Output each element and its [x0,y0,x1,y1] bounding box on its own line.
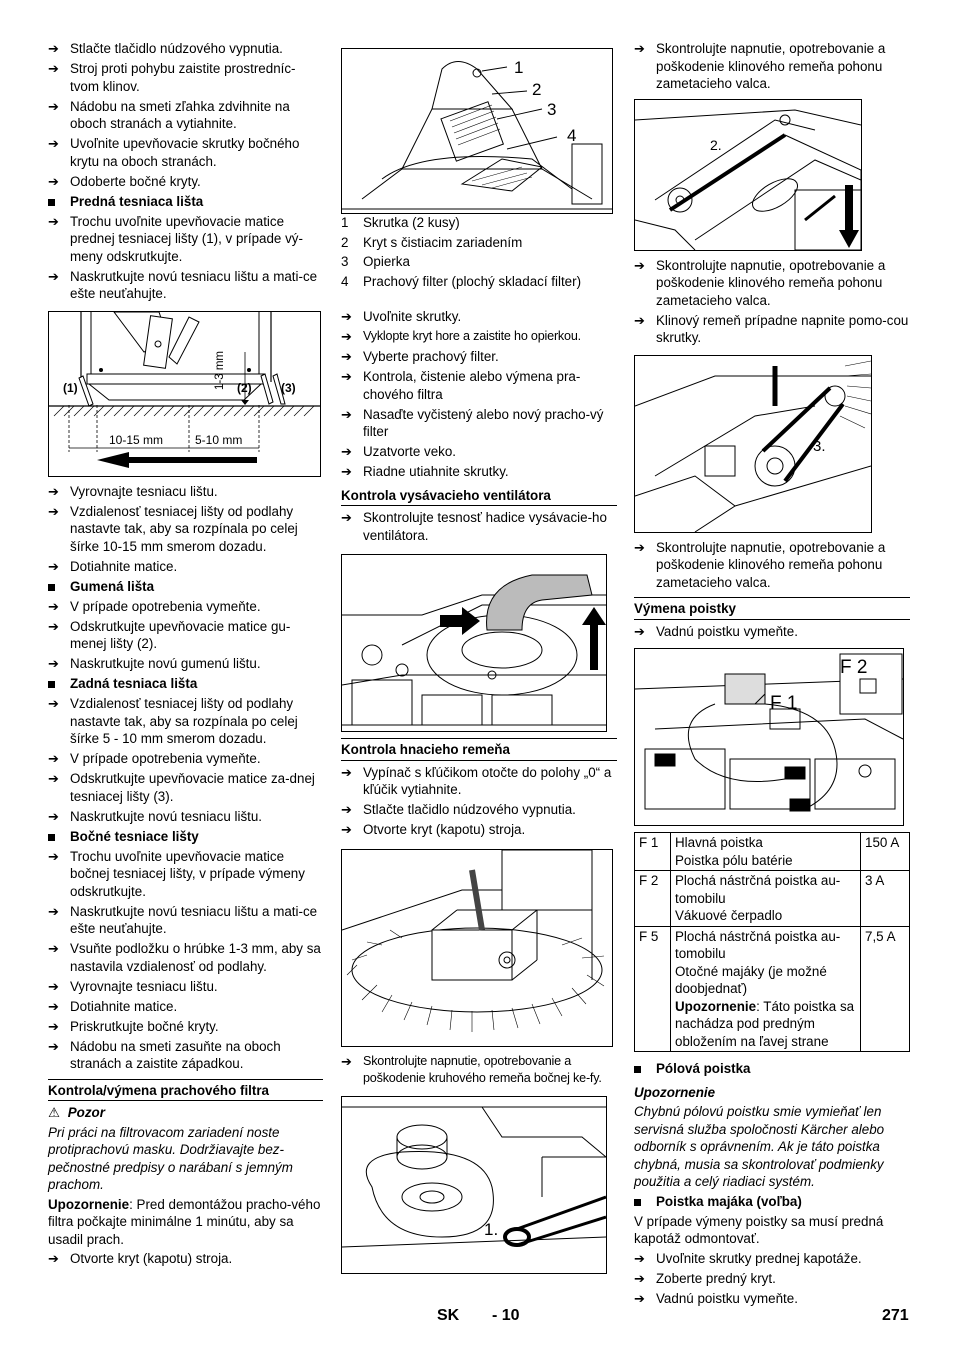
list-item [634,623,910,641]
arrow-icon: ➔ [634,312,645,328]
item-text: Zoberte predný kryt. [656,1270,776,1286]
list-item [634,40,910,93]
note-text: : Pred demontážou pracho-vého filtra počkajte minimálne 1 minútu, aby sa usadil prach. [48,1196,321,1247]
item-text: Uvoľnite skrutky. [363,309,462,324]
arrow-icon: ➔ [48,978,59,994]
list-item [48,940,323,975]
roller-belt-figure-2 [634,355,872,533]
list-item [48,1250,323,1268]
filter-housing-drawing [342,49,612,213]
roller-belt-drawing-2 [635,356,871,532]
arrow-icon: ➔ [634,1270,645,1286]
item-text: Vyklopte kryt hore a zaistite ho opierkou. [363,329,581,343]
arrow-icon: ➔ [341,802,352,817]
item-text: Otvorte kryt (kapotu) stroja. [363,822,526,837]
item-text: Vyrovnajte tesniacu lištu. [70,978,218,994]
arrow-icon: ➔ [48,848,59,864]
arrow-icon: ➔ [341,349,352,364]
instruction-list-roller [634,257,910,347]
fig-label-step-2: 2. [710,136,722,153]
list-item [634,312,910,347]
column-middle [341,48,617,1280]
arrow-icon: ➔ [48,1038,59,1054]
roller-belt-drawing-1 [635,100,861,250]
item-text: Trochu uvoľnite upevňovacie matice bočnej tesniacej lišty, v prípade výmeny odskrutkujte. [70,848,305,899]
footer-lang: SK [437,1307,460,1324]
item-text: Stlačte tlačidlo núdzového vypnutia. [70,41,283,56]
subsection-title: Gumená lišta [70,578,155,594]
warning-triangle-icon: ⚠ [48,1105,61,1120]
instruction-list-front-seal [48,40,323,303]
item-text: Skontrolujte tesnosť hadice vysávacie-ho ventilátora. [363,510,607,543]
description-line: Vákuové čerpadlo [675,908,783,923]
item-text: V prípade opotrebenia vymeňte. [70,598,261,614]
filter-housing-figure [341,48,613,214]
figure-caption [341,234,617,252]
list-item [48,770,323,805]
fig-label-step-3: 3. [813,437,826,455]
caution-text: Pri práci na filtrovacom zariadení noste protiprachovú masku. Dodržiavajte bez-pečnostné predpisy o narábaní s jemným prachom. [48,1124,293,1192]
arrow-icon: ➔ [48,808,59,824]
item-text: Vsuňte podložku o hrúbke 1-3 mm, aby sa nastavila vzdialenosť od podlahy. [70,941,321,974]
fuse-location-figure [634,648,904,826]
list-item [341,328,617,346]
caption-number: 1 [341,215,349,230]
list-item [341,308,617,326]
fig-label-step-1: 1. [484,1219,499,1239]
list-item [48,60,323,95]
fuse-id-cell: F 5 [635,926,671,1052]
arrow-icon: ➔ [634,1290,645,1306]
beacon-text: V prípade výmeny poistky sa musí predná kapotáž odmontovať. [634,1213,884,1246]
note-paragraph [48,1196,323,1249]
subsection-title: Poistka majáka (voľba) [656,1193,802,1209]
fuse-description-cell [671,833,861,871]
arrow-icon: ➔ [341,406,352,422]
list-item [341,368,617,403]
instruction-list-filter [341,308,617,481]
list-item [48,268,323,303]
list-item [48,483,323,501]
item-text: Naskrutkujte novú tesniacu lištu a mati-ce ešte neuťahujte. [70,903,318,936]
list-item [48,1018,323,1036]
instruction-list-beacon [634,1250,910,1308]
item-text: Vzdialenosť tesniacej lišty od podlahy nastavte tak, aby sa rozpínala po celej šírke 10-15 mm smerom dozadu. [70,503,298,554]
fuse-table-body [635,833,910,1052]
item-text: Priskrutkujte bočné kryty. [70,1018,219,1034]
arrow-icon: ➔ [48,213,59,229]
fig-label-2: 2 [532,80,542,99]
list-item [48,978,323,996]
fuse-rating-cell: 150 A [861,833,910,871]
list-item [48,848,323,901]
fan-belt-figure [341,1096,607,1274]
caption-number: 4 [341,273,349,289]
arrow-icon: ➔ [48,1251,59,1266]
dim-b-label: 5-10 mm [195,432,243,447]
subsection-heading [48,675,323,693]
caption-number: 3 [341,254,349,269]
arrow-icon: ➔ [48,268,59,284]
note-text: : Táto poistka sa nachádza pod predným obložením na ľavej strane [675,998,855,1049]
label-3: (3) [281,380,296,395]
item-text: Naskrutkujte novú tesniacu lištu a mati-ce ešte neuťahujte. [70,268,318,301]
item-text: Stroj proti pohybu zaistite prostredníc-tvom klinov. [70,61,296,94]
item-text: Odskrutkujte upevňovacie matice za-dnej tesniacej lišty (3). [70,771,315,804]
subsection-title: Predná tesniaca lišta [70,193,204,209]
figure-caption [341,214,617,232]
item-text: Uvoľnite skrutky prednej kapotáže. [656,1250,862,1266]
subsection-title: Zadná tesniaca lišta [70,676,198,691]
item-text: Skontrolujte napnutie, opotrebovanie a poškodenie klinového remeňa pohonu zametacieho valca. [656,41,886,91]
arrow-icon: ➔ [48,1018,59,1034]
arrow-icon: ➔ [48,98,59,114]
caution-line [48,1104,323,1122]
footer-local-page: - 10 [492,1307,520,1324]
section-heading-belt: Kontrola hnacieho remeňa [341,738,617,761]
item-text: Skontrolujte napnutie, opotrebovanie a poškodenie klinového remeňa pohonu zametacieho valca. [656,257,886,308]
arrow-icon: ➔ [48,558,59,574]
table-row [635,833,910,871]
item-text: Stlačte tlačidlo núdzového vypnutia. [363,802,576,817]
list-item [341,463,617,481]
list-item [48,655,323,673]
item-text: Uzatvorte veko. [363,444,457,459]
list-item [341,1053,617,1088]
item-text: Vyberte prachový filter. [363,349,499,364]
fuse-note [675,998,856,1051]
item-text: Dotiahnite matice. [70,998,178,1014]
figure-captions [341,214,617,290]
fuse-id-cell: F 1 [635,833,671,871]
item-text: Nasaďte vyčistený alebo nový pracho-vý filter [363,406,604,439]
list-item [48,598,323,616]
section-heading-fan: Kontrola vysávacieho ventilátora [341,487,617,507]
caption-text: Prachový filter (plochý skladací filter) [363,273,582,289]
fig-label-1: 1 [514,58,524,77]
square-bullet-icon [634,1193,652,1211]
list-item [48,1038,323,1073]
arrow-icon: ➔ [341,464,352,479]
seal-diagram [49,312,320,476]
item-text: Vadnú poistku vymeňte. [656,1290,798,1306]
item-text: Riadne utiahnite skrutky. [363,464,509,479]
arrow-icon: ➔ [634,257,645,273]
figure-caption [341,273,617,291]
subsection-title: Pólová poistka [656,1061,751,1076]
arrow-icon: ➔ [48,696,59,711]
arrow-icon: ➔ [341,1053,352,1069]
list-item [48,618,323,653]
fig-label-3: 3 [547,100,557,119]
side-brush-figure [341,849,613,1047]
square-bullet-icon [48,578,66,596]
item-text: Dotiahnite matice. [70,558,178,574]
square-bullet-icon [48,828,66,846]
note-label: Upozornenie [48,1196,130,1212]
list-item [634,539,910,592]
list-item [48,503,323,556]
fuse-label-f2: F 2 [840,657,868,678]
pole-note-label [634,1084,910,1102]
roller-belt-figure-1 [634,99,862,251]
arrow-icon: ➔ [634,1250,645,1266]
arrow-icon: ➔ [341,369,352,384]
arrow-icon: ➔ [341,764,352,780]
dim-a-label: 10-15 mm [109,432,164,447]
list-item [341,348,617,366]
subsection-heading [48,193,323,211]
square-bullet-icon [634,1060,652,1078]
fuse-rating-cell: 3 A [861,871,910,927]
item-text: Klinový remeň prípadne napnite pomo-cou skrutky. [656,312,909,345]
list-item [341,801,617,819]
caption-text: Kryt s čistiacim zariadením [363,234,523,250]
list-item [341,406,617,441]
arrow-icon: ➔ [48,903,59,919]
arrow-icon: ➔ [341,309,352,324]
list-item [48,213,323,266]
list-item [341,443,617,461]
arrow-icon: ➔ [48,618,59,634]
list-item [48,135,323,170]
list-item [341,764,617,799]
list-item [341,509,617,544]
list-item [634,1270,910,1288]
subsection-beacon-fuse [634,1193,910,1211]
item-text: Naskrutkujte novú gumenú lištu. [70,656,261,671]
list-item [48,173,323,191]
arrow-icon: ➔ [48,998,59,1014]
subsection-heading [48,828,323,846]
list-item [48,695,323,748]
arrow-icon: ➔ [341,329,352,344]
fuse-rating-cell: 7,5 A [861,926,910,1052]
item-text: Skontrolujte napnutie, opotrebovanie a poškodenie kruhového remeňa bočnej ke-fy. [363,1053,602,1085]
table-row [635,871,910,927]
label-2: (2) [237,380,252,395]
arrow-icon: ➔ [48,751,59,766]
item-text: Vypínač s kľúčikom otočte do polohy „0“ a kľúčik vytiahnite. [363,764,612,797]
list-item [341,821,617,839]
list-item [48,558,323,576]
arrow-icon: ➔ [48,173,59,189]
item-text: Naskrutkujte novú tesniacu lištu. [70,808,263,824]
item-text: Trochu uvoľnite upevňovacie matice prednej tesniacej lišty (1), v prípade vý-meny odskrutkujte. [70,213,303,264]
arrow-icon: ➔ [634,623,645,639]
description-line: Plochá nástrčná poistka au-tomobilu [675,873,841,906]
item-text: Vadnú poistku vymeňte. [656,623,798,639]
fuse-description-cell [671,871,861,927]
arrow-icon: ➔ [48,941,59,956]
fuse-description-cell [671,926,861,1052]
item-text: Odoberte bočné kryty. [70,173,201,189]
arrow-icon: ➔ [341,510,352,525]
footer-page-number: 271 [882,1307,909,1324]
fuse-id-cell: F 2 [635,871,671,927]
description-line: Hlavná poistka [675,835,763,850]
item-text: Nádobu na smeti zľahka zdvihnite na oboch stranách a vytiahnite. [70,98,290,131]
list-item [48,903,323,938]
arrow-icon: ➔ [48,41,59,56]
fan-belt-drawing [342,1097,606,1273]
fuse-label-f1: F 1 [770,693,798,714]
column-left [48,40,323,1270]
arrow-icon: ➔ [48,483,59,499]
caption-text: Opierka [363,254,410,269]
square-bullet-icon [48,193,66,211]
vacuum-fan-drawing [342,555,606,731]
item-text: Nádobu na smeti zasuňte na oboch stranách a zaistite západkou. [70,1038,281,1071]
list-item [48,98,323,133]
list-item [48,750,323,768]
arrow-icon: ➔ [634,41,645,56]
list-item [634,257,910,310]
subsection-title: Bočné tesniace lišty [70,828,199,844]
arrow-icon: ➔ [48,61,59,76]
column-right [634,40,910,1310]
arrow-icon: ➔ [341,444,352,459]
dim-vertical-label: 1-3 mm [214,350,226,390]
list-item [634,1250,910,1268]
list-item [634,1290,910,1308]
seal-adjustment-figure [48,311,321,477]
arrow-icon: ➔ [48,136,59,151]
item-text: Kontrola, čistenie alebo výmena pra-chového filtra [363,369,581,402]
arrow-icon: ➔ [341,822,352,837]
fuse-location-drawing [635,649,903,825]
pole-note-text: Chybnú pólovú poistku smie vymieňať len servisná služba spoločnosti Kärcher alebo odborník s oprávnením. Ak je táto poistka chybná, musia sa skontrolovať podmienky použitia a celý riadiaci systém. [634,1104,885,1189]
item-text: Otvorte kryt (kapotu) stroja. [70,1251,233,1266]
item-text: Odskrutkujte upevňovacie matice gu-menej lišty (2). [70,618,291,651]
description-line: Poistka pólu batérie [675,852,793,868]
item-text: Vzdialenosť tesniacej lišty od podlahy nastavte tak, aby sa rozpínala po celej šírke 5 - 10 mm smerom dozadu. [70,696,298,746]
note-label: Upozornenie [634,1084,716,1100]
description-line: Otočné majáky (je možné doobjednať) [675,963,827,996]
note-label: Upozornenie [675,998,757,1014]
arrow-icon: ➔ [48,656,59,671]
section-heading-filter: Kontrola/výmena prachového filtra [48,1079,323,1102]
fig-label-4: 4 [567,126,577,145]
list-item [48,40,323,58]
instruction-list-belt [341,764,617,839]
side-brush-drawing [342,850,612,1046]
arrow-icon: ➔ [48,503,59,519]
subsection-pole-fuse [634,1060,910,1078]
subsection-heading [48,578,323,596]
item-text: V prípade opotrebenia vymeňte. [70,751,261,766]
item-text: Skontrolujte napnutie, opotrebovanie a poškodenie klinového remeňa pohonu zametacieho valca. [656,539,886,590]
arrow-icon: ➔ [48,771,59,786]
table-row [635,926,910,1052]
caption-number: 2 [341,234,349,250]
caution-label: Pozor [67,1105,105,1120]
item-text: Uvoľnite upevňovacie skrutky bočného krytu na oboch stranách. [70,136,300,169]
description-line: Plochá nástrčná poistka au-tomobilu [675,928,841,961]
caption-text: Skrutka (2 kusy) [363,215,460,230]
item-text: Vyrovnajte tesniacu lištu. [70,483,218,499]
fuse-table [634,832,910,1052]
figure-caption [341,253,617,271]
square-bullet-icon [48,675,66,693]
arrow-icon: ➔ [48,598,59,614]
label-1: (1) [63,380,78,395]
instruction-list-seals [48,483,323,1073]
section-heading-fuse: Výmena poistky [634,597,910,620]
list-item [48,808,323,826]
arrow-icon: ➔ [634,539,645,555]
vacuum-fan-figure [341,554,607,732]
list-item [48,998,323,1016]
